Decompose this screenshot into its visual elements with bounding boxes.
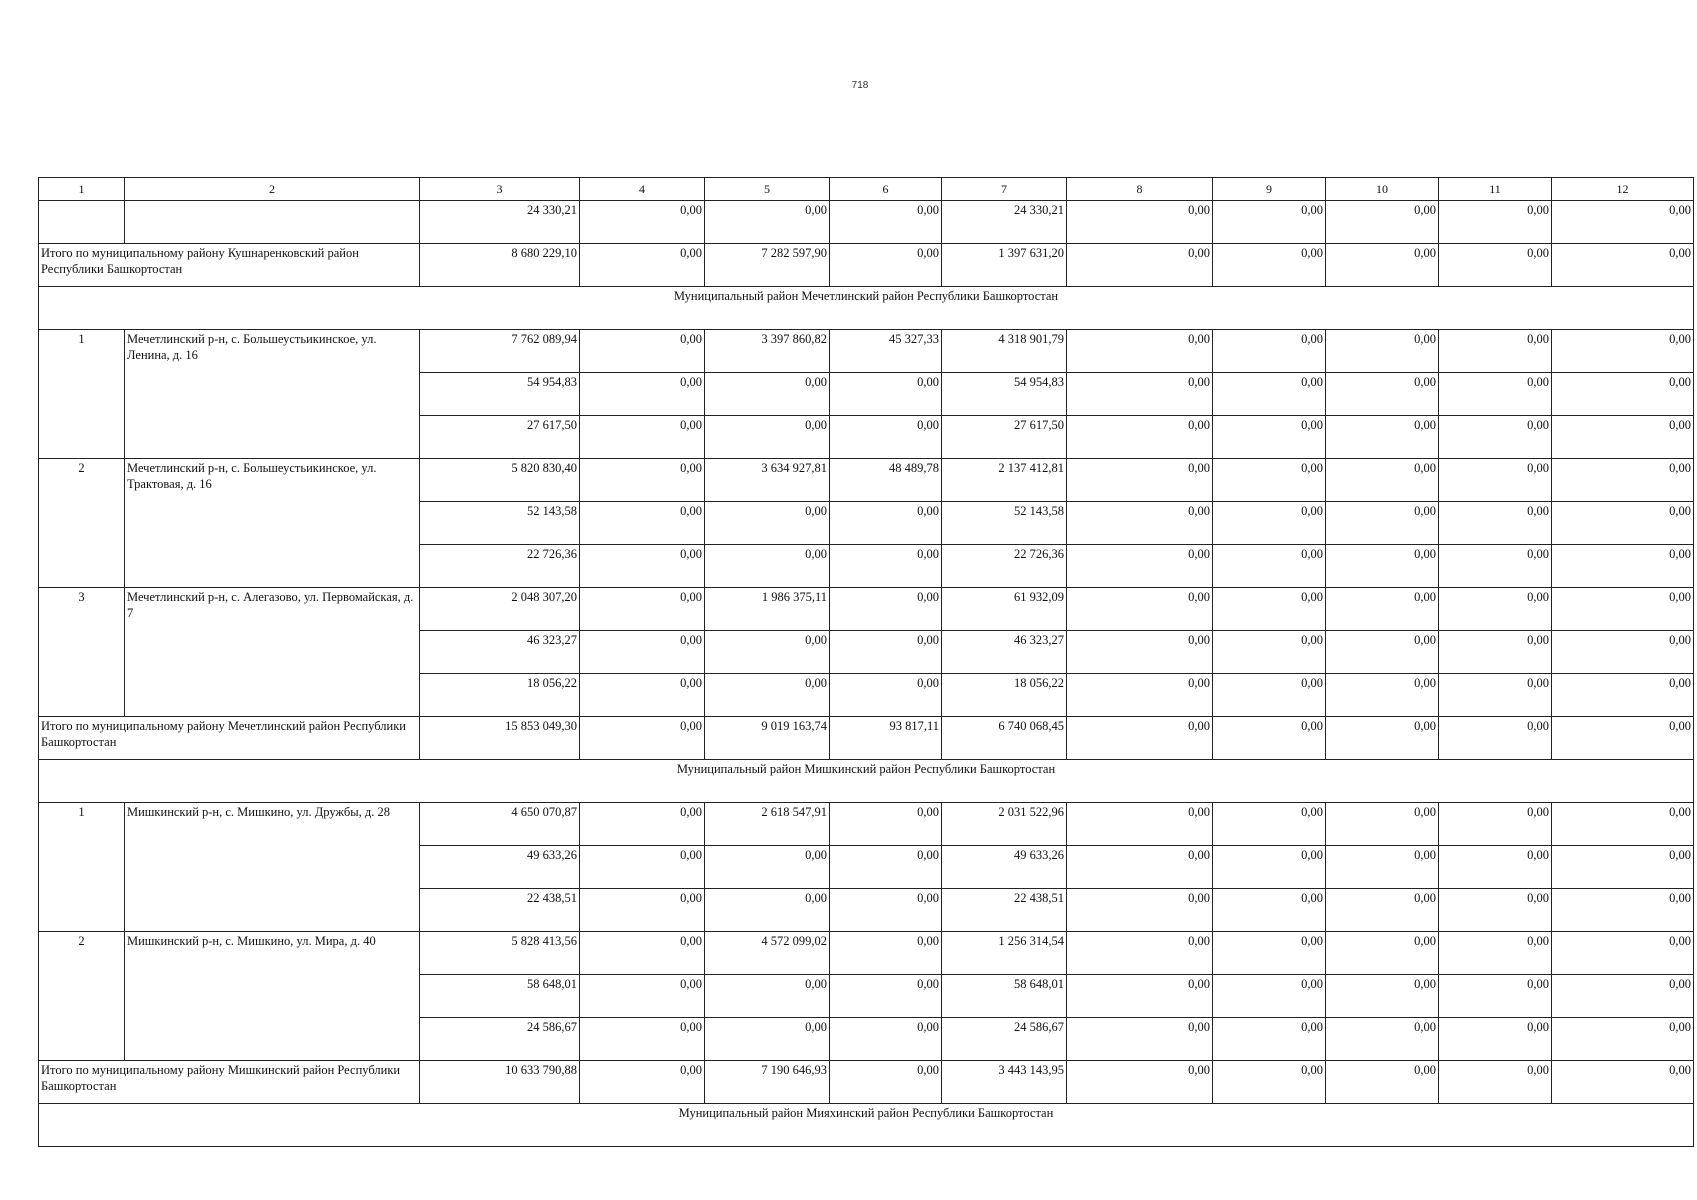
value-cell: 0,00 (705, 502, 830, 545)
total-label: Итого по муниципальному району Мишкинский район Республики Башкортостан (39, 1061, 420, 1104)
value-cell: 52 143,58 (942, 502, 1067, 545)
value-cell: 1 256 314,54 (942, 932, 1067, 975)
value-cell: 0,00 (580, 717, 705, 760)
value-cell: 0,00 (1552, 502, 1694, 545)
value-cell: 1 986 375,11 (705, 588, 830, 631)
column-header: 8 (1067, 178, 1213, 201)
value-cell: 0,00 (705, 1018, 830, 1061)
value-cell: 0,00 (1552, 1018, 1694, 1061)
value-cell: 0,00 (580, 588, 705, 631)
item-row (39, 932, 1694, 975)
value-cell: 0,00 (1439, 674, 1552, 717)
empty-cell (125, 201, 420, 244)
value-cell: 0,00 (1067, 244, 1213, 287)
value-cell: 0,00 (705, 846, 830, 889)
value-cell: 0,00 (1213, 1061, 1326, 1104)
value-cell: 5 820 830,40 (420, 459, 580, 502)
column-header-row (39, 178, 1694, 201)
value-cell: 0,00 (1552, 1061, 1694, 1104)
item-row (39, 459, 1694, 502)
value-cell: 0,00 (580, 889, 705, 932)
value-cell: 4 572 099,02 (705, 932, 830, 975)
value-cell: 0,00 (705, 631, 830, 674)
item-number: 1 (39, 330, 125, 459)
value-cell: 0,00 (1067, 803, 1213, 846)
value-cell: 0,00 (1552, 631, 1694, 674)
value-cell: 0,00 (1067, 459, 1213, 502)
value-cell: 0,00 (580, 803, 705, 846)
column-header: 1 (39, 178, 125, 201)
value-cell: 0,00 (1213, 846, 1326, 889)
item-number: 1 (39, 803, 125, 932)
value-cell: 24 330,21 (420, 201, 580, 244)
value-cell: 24 586,67 (420, 1018, 580, 1061)
value-cell: 0,00 (1552, 588, 1694, 631)
value-cell: 0,00 (830, 975, 942, 1018)
value-cell: 0,00 (1326, 459, 1439, 502)
value-cell: 0,00 (1067, 545, 1213, 588)
value-cell: 0,00 (580, 244, 705, 287)
value-cell: 0,00 (1326, 244, 1439, 287)
column-header: 3 (420, 178, 580, 201)
value-cell: 0,00 (830, 846, 942, 889)
value-cell: 0,00 (1439, 932, 1552, 975)
value-cell: 0,00 (1213, 932, 1326, 975)
value-cell: 0,00 (580, 846, 705, 889)
item-row (39, 588, 1694, 631)
value-cell: 0,00 (1552, 244, 1694, 287)
value-cell: 0,00 (1213, 717, 1326, 760)
value-cell: 3 397 860,82 (705, 330, 830, 373)
value-cell: 9 019 163,74 (705, 717, 830, 760)
value-cell: 0,00 (705, 416, 830, 459)
value-cell: 0,00 (1326, 416, 1439, 459)
data-table (38, 177, 1694, 1147)
value-cell: 0,00 (1326, 889, 1439, 932)
value-cell: 0,00 (830, 502, 942, 545)
value-cell: 7 762 089,94 (420, 330, 580, 373)
item-address: Мишкинский р-н, с. Мишкино, ул. Дружбы, д. 28 (125, 803, 420, 932)
value-cell: 0,00 (1439, 975, 1552, 1018)
value-cell: 0,00 (1326, 846, 1439, 889)
value-cell: 0,00 (1326, 674, 1439, 717)
value-cell: 0,00 (1326, 201, 1439, 244)
value-cell: 46 323,27 (942, 631, 1067, 674)
value-cell: 0,00 (1067, 502, 1213, 545)
value-cell: 0,00 (580, 674, 705, 717)
value-cell: 93 817,11 (830, 717, 942, 760)
value-cell: 0,00 (580, 975, 705, 1018)
value-cell: 2 137 412,81 (942, 459, 1067, 502)
value-cell: 0,00 (1213, 244, 1326, 287)
section-row (39, 1104, 1694, 1147)
value-cell: 0,00 (1552, 717, 1694, 760)
item-number: 2 (39, 459, 125, 588)
column-header: 11 (1439, 178, 1552, 201)
value-cell: 0,00 (830, 674, 942, 717)
value-cell: 0,00 (580, 932, 705, 975)
value-cell: 0,00 (1439, 201, 1552, 244)
value-cell: 2 048 307,20 (420, 588, 580, 631)
value-cell: 0,00 (1326, 330, 1439, 373)
item-number: 2 (39, 932, 125, 1061)
value-cell: 0,00 (1439, 1061, 1552, 1104)
value-cell: 0,00 (1067, 373, 1213, 416)
value-cell: 0,00 (830, 545, 942, 588)
item-address: Мечетлинский р-н, с. Алегазово, ул. Первомайская, д. 7 (125, 588, 420, 717)
value-cell: 0,00 (1552, 459, 1694, 502)
value-cell: 0,00 (830, 201, 942, 244)
value-cell: 0,00 (1326, 932, 1439, 975)
value-cell: 0,00 (1439, 330, 1552, 373)
value-cell: 0,00 (830, 373, 942, 416)
value-cell: 0,00 (1213, 588, 1326, 631)
column-header: 2 (125, 178, 420, 201)
item-address: Мечетлинский р-н, с. Большеустьикинское, ул. Ленина, д. 16 (125, 330, 420, 459)
column-header: 9 (1213, 178, 1326, 201)
value-cell: 0,00 (1067, 889, 1213, 932)
value-cell: 0,00 (1213, 803, 1326, 846)
column-header: 4 (580, 178, 705, 201)
value-cell: 0,00 (1067, 1018, 1213, 1061)
value-cell: 0,00 (1326, 717, 1439, 760)
value-cell: 0,00 (1326, 631, 1439, 674)
value-cell: 5 828 413,56 (420, 932, 580, 975)
total-row (39, 1061, 1694, 1104)
value-cell: 0,00 (1552, 201, 1694, 244)
value-cell: 0,00 (580, 416, 705, 459)
value-cell: 3 634 927,81 (705, 459, 830, 502)
item-address: Мечетлинский р-н, с. Большеустьикинское, ул. Трактовая, д. 16 (125, 459, 420, 588)
value-cell: 24 586,67 (942, 1018, 1067, 1061)
value-cell: 0,00 (1326, 803, 1439, 846)
value-cell: 0,00 (1213, 330, 1326, 373)
value-cell: 0,00 (1326, 502, 1439, 545)
value-cell: 7 190 646,93 (705, 1061, 830, 1104)
value-cell: 22 726,36 (420, 545, 580, 588)
value-cell: 0,00 (1552, 846, 1694, 889)
column-header: 5 (705, 178, 830, 201)
value-cell: 58 648,01 (420, 975, 580, 1018)
value-cell: 0,00 (1552, 932, 1694, 975)
value-cell: 0,00 (1067, 330, 1213, 373)
value-cell: 8 680 229,10 (420, 244, 580, 287)
value-cell: 0,00 (580, 502, 705, 545)
value-cell: 0,00 (1067, 975, 1213, 1018)
value-cell: 0,00 (580, 545, 705, 588)
value-cell: 0,00 (1439, 416, 1552, 459)
empty-cell (39, 201, 125, 244)
value-cell: 0,00 (1552, 373, 1694, 416)
value-cell: 0,00 (830, 889, 942, 932)
value-cell: 0,00 (1439, 717, 1552, 760)
value-cell: 0,00 (830, 932, 942, 975)
value-cell: 0,00 (1213, 631, 1326, 674)
value-cell: 46 323,27 (420, 631, 580, 674)
value-cell: 24 330,21 (942, 201, 1067, 244)
value-cell: 2 618 547,91 (705, 803, 830, 846)
section-row (39, 760, 1694, 803)
value-cell: 0,00 (1326, 373, 1439, 416)
value-cell: 0,00 (580, 373, 705, 416)
value-cell: 0,00 (1067, 1061, 1213, 1104)
continuation-row (39, 201, 1694, 244)
value-cell: 0,00 (830, 1061, 942, 1104)
value-cell: 0,00 (1213, 416, 1326, 459)
column-header: 10 (1326, 178, 1439, 201)
value-cell: 0,00 (830, 1018, 942, 1061)
value-cell: 22 726,36 (942, 545, 1067, 588)
value-cell: 0,00 (1067, 674, 1213, 717)
value-cell: 0,00 (1067, 201, 1213, 244)
value-cell: 0,00 (580, 330, 705, 373)
value-cell: 0,00 (1439, 545, 1552, 588)
value-cell: 22 438,51 (420, 889, 580, 932)
value-cell: 4 318 901,79 (942, 330, 1067, 373)
value-cell: 0,00 (1326, 975, 1439, 1018)
value-cell: 1 397 631,20 (942, 244, 1067, 287)
value-cell: 0,00 (1439, 803, 1552, 846)
total-label: Итого по муниципальному району Мечетлинский район Республики Башкортостан (39, 717, 420, 760)
value-cell: 0,00 (1552, 975, 1694, 1018)
value-cell: 0,00 (1552, 545, 1694, 588)
value-cell: 58 648,01 (942, 975, 1067, 1018)
value-cell: 0,00 (1213, 674, 1326, 717)
value-cell: 0,00 (1326, 1018, 1439, 1061)
column-header: 6 (830, 178, 942, 201)
value-cell: 18 056,22 (942, 674, 1067, 717)
value-cell: 0,00 (1213, 545, 1326, 588)
value-cell: 6 740 068,45 (942, 717, 1067, 760)
value-cell: 0,00 (1439, 846, 1552, 889)
value-cell: 0,00 (1439, 502, 1552, 545)
value-cell: 0,00 (1213, 889, 1326, 932)
value-cell: 22 438,51 (942, 889, 1067, 932)
value-cell: 0,00 (830, 803, 942, 846)
value-cell: 0,00 (580, 1061, 705, 1104)
value-cell: 0,00 (1067, 631, 1213, 674)
value-cell: 0,00 (830, 631, 942, 674)
value-cell: 10 633 790,88 (420, 1061, 580, 1104)
section-title: Муниципальный район Мияхинский район Республики Башкортостан (39, 1104, 1694, 1147)
value-cell: 0,00 (830, 244, 942, 287)
value-cell: 0,00 (1552, 674, 1694, 717)
value-cell: 49 633,26 (942, 846, 1067, 889)
value-cell: 0,00 (705, 975, 830, 1018)
total-row (39, 244, 1694, 287)
value-cell: 2 031 522,96 (942, 803, 1067, 846)
value-cell: 0,00 (705, 373, 830, 416)
value-cell: 0,00 (1067, 588, 1213, 631)
item-number: 3 (39, 588, 125, 717)
value-cell: 0,00 (580, 201, 705, 244)
section-title: Муниципальный район Мишкинский район Республики Башкортостан (39, 760, 1694, 803)
value-cell: 0,00 (705, 545, 830, 588)
total-row (39, 717, 1694, 760)
value-cell: 45 327,33 (830, 330, 942, 373)
item-row (39, 330, 1694, 373)
value-cell: 0,00 (1326, 1061, 1439, 1104)
value-cell: 61 932,09 (942, 588, 1067, 631)
item-row (39, 803, 1694, 846)
value-cell: 0,00 (1067, 932, 1213, 975)
value-cell: 0,00 (1213, 201, 1326, 244)
value-cell: 0,00 (580, 1018, 705, 1061)
value-cell: 0,00 (1439, 244, 1552, 287)
value-cell: 0,00 (830, 588, 942, 631)
value-cell: 0,00 (1552, 889, 1694, 932)
value-cell: 27 617,50 (942, 416, 1067, 459)
value-cell: 0,00 (1552, 416, 1694, 459)
value-cell: 0,00 (1213, 1018, 1326, 1061)
value-cell: 0,00 (1326, 588, 1439, 631)
value-cell: 0,00 (1439, 631, 1552, 674)
value-cell: 49 633,26 (420, 846, 580, 889)
value-cell: 27 617,50 (420, 416, 580, 459)
value-cell: 54 954,83 (420, 373, 580, 416)
total-label: Итого по муниципальному району Кушнаренковский район Республики Башкортостан (39, 244, 420, 287)
value-cell: 0,00 (1439, 459, 1552, 502)
value-cell: 48 489,78 (830, 459, 942, 502)
page-number: 718 (851, 80, 869, 91)
value-cell: 0,00 (1439, 588, 1552, 631)
value-cell: 15 853 049,30 (420, 717, 580, 760)
value-cell: 0,00 (1067, 717, 1213, 760)
section-row (39, 287, 1694, 330)
value-cell: 54 954,83 (942, 373, 1067, 416)
column-header: 12 (1552, 178, 1694, 201)
value-cell: 0,00 (580, 459, 705, 502)
value-cell: 0,00 (1213, 502, 1326, 545)
value-cell: 18 056,22 (420, 674, 580, 717)
column-header: 7 (942, 178, 1067, 201)
value-cell: 4 650 070,87 (420, 803, 580, 846)
item-address: Мишкинский р-н, с. Мишкино, ул. Мира, д. 40 (125, 932, 420, 1061)
section-title: Муниципальный район Мечетлинский район Республики Башкортостан (39, 287, 1694, 330)
value-cell: 52 143,58 (420, 502, 580, 545)
value-cell: 0,00 (1552, 803, 1694, 846)
value-cell: 0,00 (1439, 889, 1552, 932)
value-cell: 0,00 (1439, 373, 1552, 416)
value-cell: 0,00 (1067, 846, 1213, 889)
value-cell: 0,00 (580, 631, 705, 674)
value-cell: 0,00 (705, 889, 830, 932)
value-cell: 0,00 (705, 674, 830, 717)
value-cell: 0,00 (1213, 459, 1326, 502)
value-cell: 0,00 (1326, 545, 1439, 588)
value-cell: 0,00 (830, 416, 942, 459)
value-cell: 0,00 (1067, 416, 1213, 459)
value-cell: 0,00 (1439, 1018, 1552, 1061)
value-cell: 7 282 597,90 (705, 244, 830, 287)
value-cell: 0,00 (1213, 975, 1326, 1018)
value-cell: 3 443 143,95 (942, 1061, 1067, 1104)
value-cell: 0,00 (705, 201, 830, 244)
value-cell: 0,00 (1552, 330, 1694, 373)
value-cell: 0,00 (1213, 373, 1326, 416)
